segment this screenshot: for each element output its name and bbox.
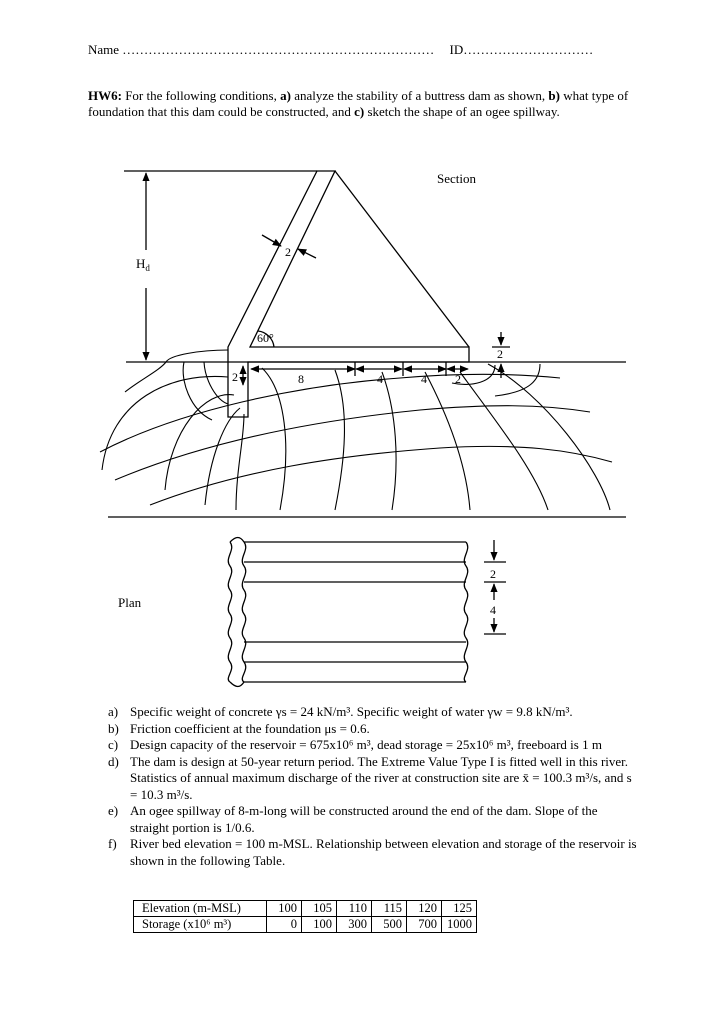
- angle-label: 60°: [257, 331, 274, 345]
- problem-text-1: For the following conditions,: [121, 88, 281, 103]
- condition-item: f) River bed elevation = 100 m-MSL. Relationship between elevation and storage of the reservoir is shown in the following Table.: [108, 836, 637, 868]
- conditions-list: [108, 704, 638, 869]
- dim-label-4a: 4: [377, 372, 383, 386]
- elevation-storage-table: [133, 900, 477, 933]
- dim-label-2: 2: [455, 372, 461, 386]
- id-blank: …………………………: [463, 42, 594, 57]
- problem-text-3: what type of foundation that this dam could be constructed, and: [88, 88, 629, 119]
- name-blank: ………………………………………………………………: [122, 42, 435, 57]
- table-cell: 105: [302, 901, 337, 917]
- hd-label: $H_d$: [136, 256, 150, 273]
- problem-text-4: sketch the shape of an ogee spillway.: [364, 104, 560, 119]
- condition-item: b) Friction coefficient at the foundation μs = 0.6.: [108, 720, 370, 736]
- table-cell: 110: [337, 901, 372, 917]
- condition-item: a) Specific weight of concrete γs = 24 kN/m³. Specific weight of water γw = 9.8 kN/m³.: [108, 704, 573, 719]
- table-cell: 120: [407, 901, 442, 917]
- table-cell: 115: [372, 901, 407, 917]
- dim-label-4b: 4: [421, 372, 427, 386]
- part-c-label: c): [354, 104, 365, 119]
- plan-label: Plan: [118, 595, 142, 610]
- condition-item: d) The dam is design at 50-year return period. The Extreme Value Type I is fitted well in this river. Statistics of annual maximum discharge of the river at construction site are x̄ = 100.3 m³/s, and s = 10.3 m³/s.: [108, 753, 632, 802]
- table-cell: 100: [267, 901, 302, 917]
- table-cell: 500: [372, 917, 407, 933]
- table-cell: 700: [407, 917, 442, 933]
- plan-dim-4: 4: [490, 603, 496, 617]
- buttress-downstream-face: [335, 171, 469, 347]
- dim-label-8: 8: [298, 372, 304, 386]
- part-a-label: a): [280, 88, 291, 103]
- dam-section-outline: [228, 171, 469, 417]
- storage-header: Storage (x10⁶ m³): [134, 917, 267, 933]
- problem-text-2: analyze the stability of a buttress dam as shown,: [290, 88, 549, 103]
- section-label: Section: [437, 171, 476, 186]
- table-cell: 125: [442, 901, 477, 917]
- thickness-label: 2: [285, 245, 291, 259]
- cutoff-dim-label: 2: [232, 370, 238, 384]
- hw-title: HW6:: [88, 88, 122, 103]
- name-label: Name: [88, 42, 120, 57]
- id-label: ID: [449, 42, 464, 57]
- table-cell: 100: [302, 917, 337, 933]
- condition-item: e) An ogee spillway of 8-m-long will be constructed around the end of the dam. Slope of the straight portion is 1/0.6.: [108, 803, 598, 835]
- table-cell: 0: [267, 917, 302, 933]
- plan-view: [228, 538, 506, 687]
- table-row: [134, 917, 477, 933]
- table-cell: 300: [337, 917, 372, 933]
- table-cell: 1000: [442, 917, 477, 933]
- table-row: [134, 901, 477, 917]
- flow-net: [100, 350, 612, 510]
- freeboard-dim-label: 2: [497, 347, 503, 361]
- plan-dim-2: 2: [490, 567, 496, 581]
- condition-item: c) Design capacity of the reservoir = 675x10⁶ m³, dead storage = 25x10⁶ m³, freeboard is 1 m: [108, 737, 602, 752]
- part-b-label: b): [548, 88, 560, 103]
- elevation-header: Elevation (m-MSL): [134, 901, 267, 917]
